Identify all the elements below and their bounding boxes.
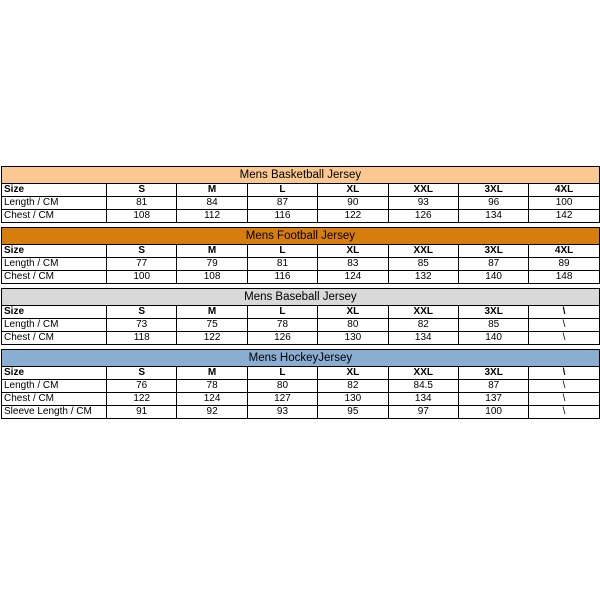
table-row [2, 380, 600, 393]
measurement-label-cell: Chest / CM [2, 210, 107, 223]
table-row [2, 258, 600, 271]
measurement-value-cell: 90 [318, 197, 388, 210]
size-header-cell: L [247, 184, 317, 197]
table-row [2, 210, 600, 223]
size-label-cell: Size [2, 184, 107, 197]
measurement-value-cell: 112 [177, 210, 247, 223]
measurement-value-cell: 108 [107, 210, 177, 223]
measurement-value-cell: 91 [107, 406, 177, 419]
size-header-cell: XXL [388, 367, 458, 380]
measurement-value-cell: 93 [247, 406, 317, 419]
size-header-cell: M [177, 367, 247, 380]
measurement-value-cell: \ [529, 332, 599, 345]
measurement-value-cell: 78 [177, 380, 247, 393]
measurement-value-cell: 84.5 [388, 380, 458, 393]
size-header-cell: L [247, 245, 317, 258]
measurement-value-cell: 85 [388, 258, 458, 271]
measurement-value-cell: 87 [458, 380, 528, 393]
measurement-value-cell: 73 [107, 319, 177, 332]
mens-baseball-jersey-table [1, 288, 600, 345]
measurement-value-cell: 127 [247, 393, 317, 406]
measurement-value-cell: 122 [107, 393, 177, 406]
measurement-value-cell: 95 [318, 406, 388, 419]
measurement-label-cell: Chest / CM [2, 393, 107, 406]
size-header-cell: 3XL [458, 184, 528, 197]
measurement-value-cell: 142 [529, 210, 599, 223]
size-header-cell: S [107, 184, 177, 197]
size-header-cell: XL [318, 306, 388, 319]
measurement-value-cell: 140 [458, 332, 528, 345]
measurement-value-cell: \ [529, 380, 599, 393]
measurement-value-cell: 92 [177, 406, 247, 419]
size-header-row [2, 184, 600, 197]
measurement-label-cell: Chest / CM [2, 271, 107, 284]
size-header-row [2, 367, 600, 380]
size-header-cell: XXL [388, 306, 458, 319]
size-header-row [2, 245, 600, 258]
measurement-value-cell: 75 [177, 319, 247, 332]
measurement-value-cell: 126 [388, 210, 458, 223]
measurement-value-cell: 83 [318, 258, 388, 271]
measurement-value-cell: 76 [107, 380, 177, 393]
size-header-cell: M [177, 184, 247, 197]
measurement-value-cell: 80 [318, 319, 388, 332]
table-row [2, 271, 600, 284]
table-title: Mens Football Jersey [2, 228, 600, 245]
size-header-cell: \ [529, 306, 599, 319]
mens-basketball-jersey-table [1, 166, 600, 223]
measurement-value-cell: 122 [318, 210, 388, 223]
measurement-value-cell: \ [529, 406, 599, 419]
measurement-value-cell: 84 [177, 197, 247, 210]
measurement-value-cell: 87 [247, 197, 317, 210]
measurement-value-cell: 82 [318, 380, 388, 393]
table-row [2, 406, 600, 419]
measurement-value-cell: 124 [177, 393, 247, 406]
size-header-cell: 3XL [458, 245, 528, 258]
measurement-value-cell: 130 [318, 393, 388, 406]
size-header-cell: XL [318, 367, 388, 380]
size-header-cell: 3XL [458, 306, 528, 319]
measurement-value-cell: 134 [388, 393, 458, 406]
measurement-value-cell: 80 [247, 380, 317, 393]
mens-hockeyjersey-table [1, 349, 600, 419]
measurement-value-cell: 116 [247, 271, 317, 284]
size-header-cell: 4XL [529, 245, 599, 258]
table-row [2, 197, 600, 210]
size-header-cell: S [107, 367, 177, 380]
measurement-value-cell: 118 [107, 332, 177, 345]
measurement-value-cell: 134 [458, 210, 528, 223]
measurement-label-cell: Length / CM [2, 197, 107, 210]
size-header-cell: XXL [388, 184, 458, 197]
measurement-value-cell: 100 [107, 271, 177, 284]
measurement-value-cell: 126 [247, 332, 317, 345]
size-header-row [2, 306, 600, 319]
measurement-value-cell: 140 [458, 271, 528, 284]
measurement-value-cell: 93 [388, 197, 458, 210]
measurement-value-cell: 134 [388, 332, 458, 345]
measurement-value-cell: 108 [177, 271, 247, 284]
size-header-cell: \ [529, 367, 599, 380]
size-chart-sheet [1, 166, 599, 419]
size-header-cell: XXL [388, 245, 458, 258]
measurement-value-cell: 124 [318, 271, 388, 284]
size-header-cell: 3XL [458, 367, 528, 380]
measurement-value-cell: 89 [529, 258, 599, 271]
table-title: Mens Baseball Jersey [2, 289, 600, 306]
measurement-label-cell: Length / CM [2, 319, 107, 332]
measurement-value-cell: 85 [458, 319, 528, 332]
measurement-value-cell: 77 [107, 258, 177, 271]
measurement-value-cell: 79 [177, 258, 247, 271]
measurement-label-cell: Chest / CM [2, 332, 107, 345]
table-row [2, 393, 600, 406]
table-row [2, 319, 600, 332]
measurement-value-cell: 81 [247, 258, 317, 271]
measurement-value-cell: 137 [458, 393, 528, 406]
size-header-cell: XL [318, 184, 388, 197]
table-row [2, 332, 600, 345]
size-label-cell: Size [2, 367, 107, 380]
measurement-value-cell: 97 [388, 406, 458, 419]
measurement-value-cell: 87 [458, 258, 528, 271]
size-header-cell: L [247, 306, 317, 319]
table-title: Mens Basketball Jersey [2, 167, 600, 184]
measurement-label-cell: Length / CM [2, 380, 107, 393]
size-header-cell: S [107, 306, 177, 319]
size-label-cell: Size [2, 245, 107, 258]
size-header-cell: 4XL [529, 184, 599, 197]
size-header-cell: XL [318, 245, 388, 258]
measurement-value-cell: 78 [247, 319, 317, 332]
measurement-value-cell: 132 [388, 271, 458, 284]
measurement-value-cell: \ [529, 319, 599, 332]
size-header-cell: M [177, 245, 247, 258]
measurement-value-cell: 82 [388, 319, 458, 332]
measurement-value-cell: 100 [458, 406, 528, 419]
size-label-cell: Size [2, 306, 107, 319]
measurement-value-cell: 148 [529, 271, 599, 284]
size-header-cell: M [177, 306, 247, 319]
mens-football-jersey-table [1, 227, 600, 284]
measurement-value-cell: 122 [177, 332, 247, 345]
measurement-label-cell: Sleeve Length / CM [2, 406, 107, 419]
measurement-value-cell: 130 [318, 332, 388, 345]
measurement-value-cell: 81 [107, 197, 177, 210]
measurement-value-cell: 116 [247, 210, 317, 223]
measurement-value-cell: 96 [458, 197, 528, 210]
size-header-cell: S [107, 245, 177, 258]
size-header-cell: L [247, 367, 317, 380]
measurement-value-cell: 100 [529, 197, 599, 210]
table-title: Mens HockeyJersey [2, 350, 600, 367]
measurement-value-cell: \ [529, 393, 599, 406]
measurement-label-cell: Length / CM [2, 258, 107, 271]
